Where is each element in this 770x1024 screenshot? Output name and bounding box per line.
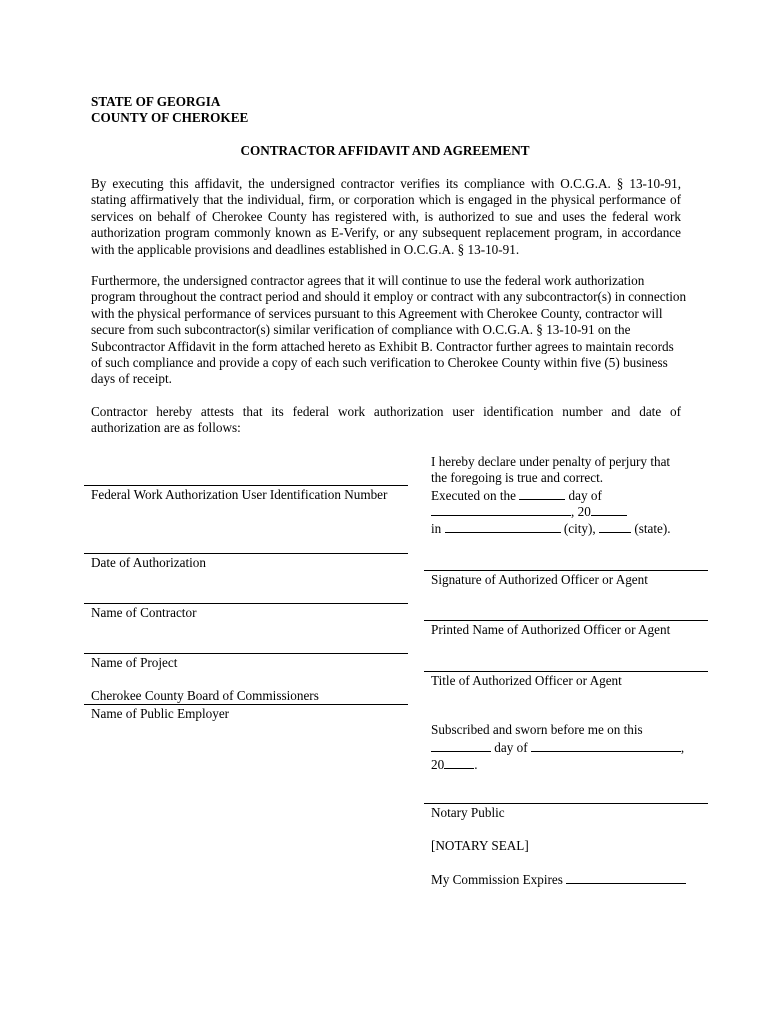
- location-row: [431, 520, 693, 537]
- subscribed-label: Subscribed and sworn before me on this: [431, 722, 643, 737]
- project-name-line[interactable]: [84, 653, 408, 654]
- in-label: in: [431, 521, 442, 536]
- public-employer-label: Name of Public Employer: [91, 706, 230, 721]
- officer-title-label: Title of Authorized Officer or Agent: [431, 673, 622, 688]
- executed-on-row: [431, 487, 693, 504]
- signature-line[interactable]: [424, 570, 708, 571]
- sworn-year-field[interactable]: [444, 756, 474, 769]
- document-title: CONTRACTOR AFFIDAVIT AND AGREEMENT: [240, 143, 530, 158]
- board-name: Cherokee County Board of Commissioners: [91, 688, 319, 703]
- state-field[interactable]: [599, 520, 631, 533]
- sworn-year-prefix: 20: [431, 757, 445, 772]
- city-field[interactable]: [445, 520, 561, 533]
- commission-label: My Commission Expires: [431, 872, 563, 887]
- state-heading: STATE OF GEORGIA: [91, 94, 221, 109]
- notary-public-label: Notary Public: [431, 805, 505, 820]
- declaration-line-1: I hereby declare under penalty of perjury that: [431, 454, 671, 469]
- contractor-name-line[interactable]: [84, 603, 408, 604]
- executed-month-field[interactable]: [431, 503, 571, 516]
- paragraph-attestation: Contractor hereby attests that its federal work authorization user identification number and date of authorization are as follows:: [91, 404, 681, 436]
- commission-row: [431, 871, 721, 888]
- signature-label: Signature of Authorized Officer or Agent: [431, 572, 648, 587]
- paragraph-agreement: Furthermore, the undersigned contractor agrees that it will continue to use the federal work authorization program throughout the contract period and should it employ or contract with any subcontractor(s) in connection with the physical performance of services pursuant to this Agreement with Cherokee County, contractor will secure from such subcontractor(s) similar verification of compliance with O.C.G.A. § 13-10-91 on the Subcontractor Affidavit in the form attached hereto as Exhibit B. Contractor further agrees to maintain records of such compliance and provide a copy of each such verification to Cherokee County within five (5) business days of receipt.: [91, 273, 687, 387]
- notary-signature-line[interactable]: [424, 803, 708, 804]
- contractor-name-label: Name of Contractor: [91, 605, 197, 620]
- city-label: (city),: [563, 521, 596, 536]
- public-employer-line: [84, 704, 408, 705]
- sworn-day-of-label: day of: [494, 740, 528, 755]
- date-authorization-label: Date of Authorization: [91, 555, 206, 570]
- executed-date-row: [431, 503, 693, 520]
- printed-name-line[interactable]: [424, 620, 708, 621]
- sworn-month-field[interactable]: [531, 739, 681, 752]
- day-of-label: day of: [568, 488, 602, 503]
- state-label: (state).: [634, 521, 671, 536]
- date-authorization-line[interactable]: [84, 553, 408, 554]
- executed-day-field[interactable]: [519, 487, 565, 500]
- sworn-year-row: [431, 756, 693, 773]
- paragraph-verification: By executing this affidavit, the undersigned contractor verifies its compliance with O.C.G.A. § 13-10-91, stating affirmatively that the individual, firm, or corporation which is engaged in the physical performance of services on behalf of Cherokee County has registered with, is authorized to sue and uses the federal work authorization program commonly known as E-Verify, or any subsequent replacement program, in accordance with the applicable provisions and deadlines established in O.C.G.A. § 13-10-91.: [91, 176, 681, 257]
- executed-on-label: Executed on the: [431, 488, 516, 503]
- declaration-line-2: the foregoing is true and correct.: [431, 470, 604, 485]
- officer-title-line[interactable]: [424, 671, 708, 672]
- sworn-date-row: [431, 739, 693, 756]
- year-prefix-label: , 20: [571, 504, 591, 519]
- sworn-day-field[interactable]: [431, 739, 491, 752]
- commission-expires-field[interactable]: [566, 871, 686, 884]
- sworn-period: .: [474, 757, 478, 772]
- sworn-comma: ,: [680, 740, 685, 755]
- executed-year-field[interactable]: [591, 503, 627, 516]
- federal-id-label: Federal Work Authorization User Identification Number: [91, 487, 388, 502]
- federal-id-line[interactable]: [84, 485, 408, 486]
- county-heading: COUNTY OF CHEROKEE: [91, 110, 249, 126]
- printed-name-label: Printed Name of Authorized Officer or Agent: [431, 622, 671, 637]
- header-block: [91, 94, 248, 127]
- notary-seal-label: [NOTARY SEAL]: [431, 838, 529, 853]
- project-name-label: Name of Project: [91, 655, 178, 670]
